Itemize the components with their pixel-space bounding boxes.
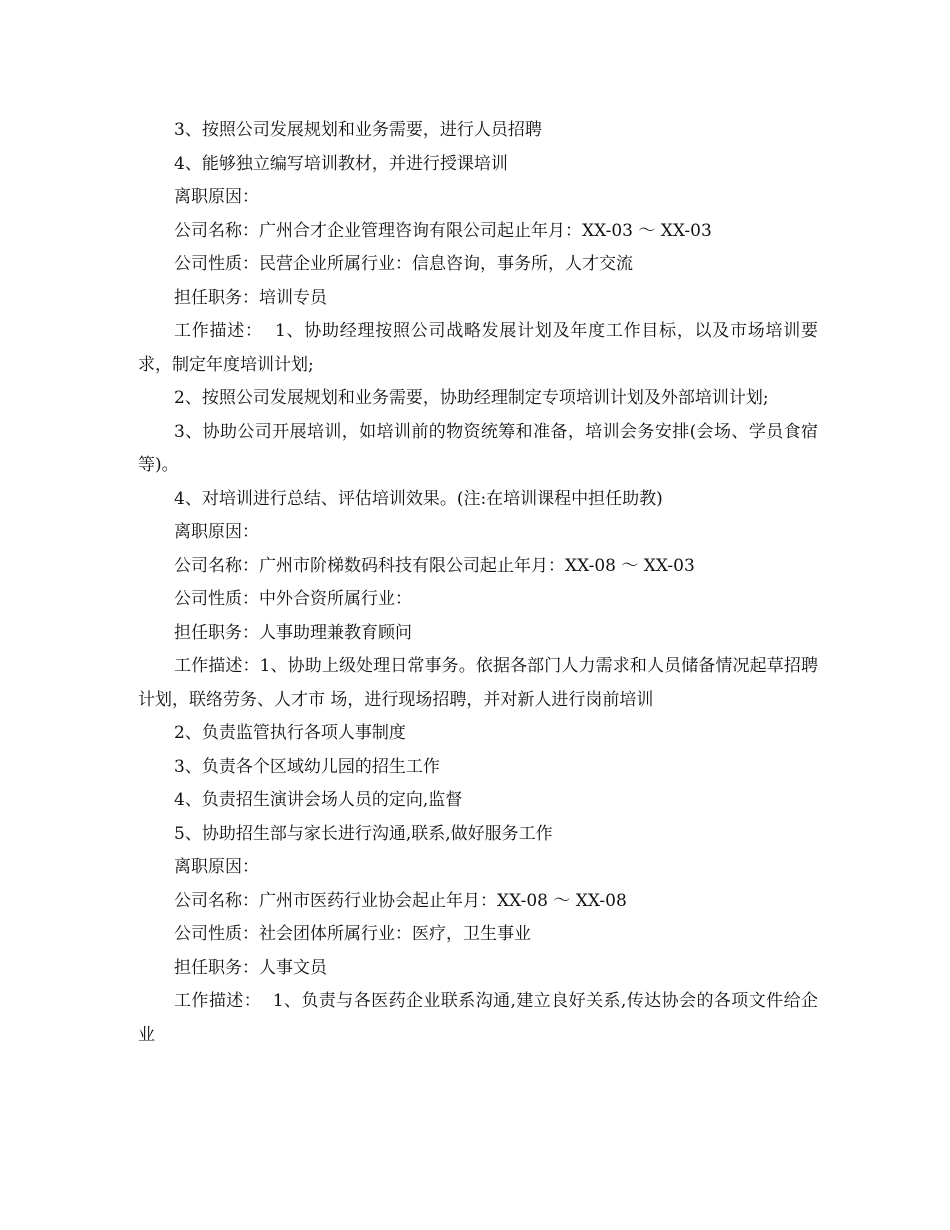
- document-page: [138, 114, 818, 1052]
- paragraph-22: 公司性质：社会团体所属行业：医疗，卫生事业: [174, 924, 531, 944]
- paragraph-2: 4、能够独立编写培训教材，并进行授课培训: [174, 153, 508, 174]
- paragraph-4: 公司名称：广州合才企业管理咨询有限公司起止年月：XX-03 ～ XX-03: [174, 220, 712, 241]
- paragraph-3: 离职原因：: [174, 187, 259, 207]
- paragraph-5: 公司性质：民营企业所属行业：信息咨询，事务所，人才交流: [174, 254, 633, 274]
- paragraph-11: 离职原因：: [174, 522, 259, 542]
- paragraph-6: 担任职务：培训专员: [174, 287, 327, 308]
- paragraph-20: 离职原因：: [174, 857, 259, 877]
- paragraph-17: 3、负责各个区域幼儿园的招生工作: [174, 756, 440, 777]
- paragraph-14: 担任职务：人事助理兼教育顾问: [174, 622, 412, 643]
- paragraph-15: 工作描述：1、协助上级处理日常事务。依据各部门人力需求和人员储备情况起草招聘计划，联络劳务、人才市 场，进行现场招聘，并对新人进行岗前培训: [138, 656, 818, 710]
- paragraph-12: 公司名称：广州市阶梯数码科技有限公司起止年月：XX-08 ～ XX-03: [174, 555, 695, 576]
- paragraph-21: 公司名称：广州市医药行业协会起止年月：XX-08 ～ XX-08: [174, 890, 627, 911]
- paragraph-9: 3、协助公司开展培训，如培训前的物资统筹和准备，培训会务安排(会场、学员食宿等)。: [138, 421, 818, 475]
- paragraph-1: 3、按照公司发展规划和业务需要，进行人员招聘: [174, 120, 542, 140]
- paragraph-23: 担任职务：人事文员: [174, 957, 327, 978]
- paragraph-16: 2、负责监管执行各项人事制度: [174, 723, 406, 743]
- paragraph-24: 工作描述： 1、负责与各医药企业联系沟通,建立良好关系,传达协会的各项文件给企业: [138, 991, 818, 1045]
- paragraph-7: 工作描述： 1、协助经理按照公司战略发展计划及年度工作目标，以及市场培训要求，制定年度培训计划;: [138, 321, 818, 375]
- paragraph-8: 2、按照公司发展规划和业务需要，协助经理制定专项培训计划及外部培训计划;: [174, 388, 769, 408]
- paragraph-10: 4、对培训进行总结、评估培训效果。(注:在培训课程中担任助教): [174, 488, 663, 509]
- paragraph-13: 公司性质：中外合资所属行业：: [174, 589, 412, 609]
- paragraph-19: 5、协助招生部与家长进行沟通,联系,做好服务工作: [174, 823, 553, 844]
- paragraph-18: 4、负责招生演讲会场人员的定向,监督: [174, 790, 463, 810]
